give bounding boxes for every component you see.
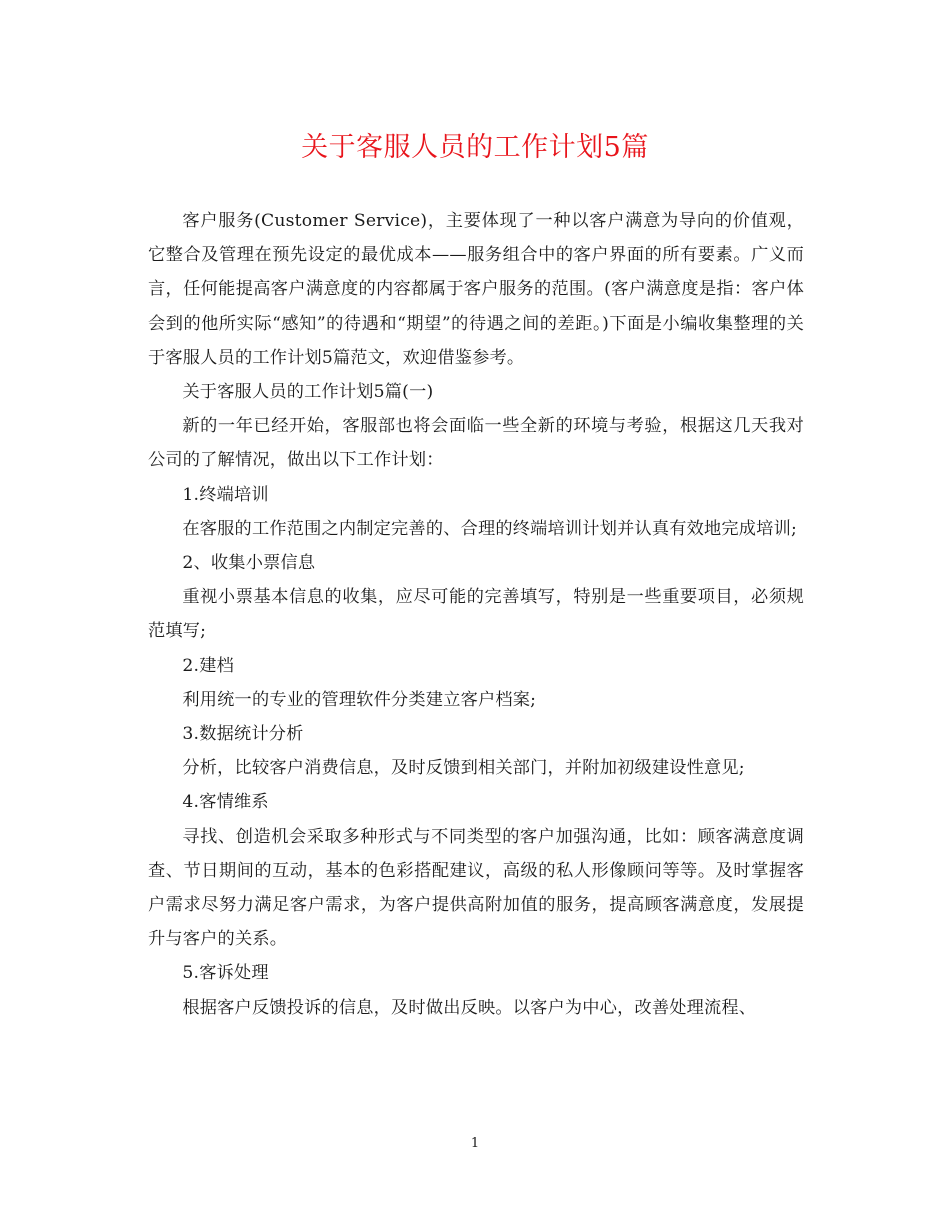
body-paragraph: 寻找、创造机会采取多种形式与不同类型的客户加强沟通，比如：顾客满意度调查、节日期间的互动，基本的色彩搭配建议，高级的私人形像顾问等等。及时掌握客户需求尽努力满足客户需求，为客户提供高附加值的服务，提高顾客满意度，发展提升与客户的关系。 xyxy=(148,826,804,950)
body-paragraph: 重视小票基本信息的收集，应尽可能的完善填写，特别是一些重要项目，必须规范填写; xyxy=(148,587,804,642)
page-number: 1 xyxy=(470,1136,480,1151)
item-heading: 3.数据统计分析 xyxy=(182,724,304,745)
body-paragraph: 新的一年已经开始，客服部也将会面临一些全新的环境与考验，根据这几天我对公司的了解情况，做出以下工作计划： xyxy=(148,416,804,471)
item-heading: 4.客情维系 xyxy=(182,792,269,813)
body-paragraph: 分析，比较客户消费信息，及时反馈到相关部门，并附加初级建设性意见; xyxy=(182,758,745,779)
section-heading: 关于客服人员的工作计划5篇(一) xyxy=(182,382,434,403)
body-paragraph: 根据客户反馈投诉的信息，及时做出反映。以客户为中心，改善处理流程、 xyxy=(182,997,757,1018)
item-heading: 2、收集小票信息 xyxy=(182,553,316,574)
item-heading: 5.客诉处理 xyxy=(182,963,269,984)
body-paragraph: 在客服的工作范围之内制定完善的、合理的终端培训计划并认真有效地完成培训; xyxy=(182,518,797,539)
document-body xyxy=(148,204,804,1025)
body-paragraph: 利用统一的专业的管理软件分类建立客户档案; xyxy=(182,689,537,710)
document-title: 关于客服人员的工作计划5篇 xyxy=(301,132,649,163)
item-heading: 1.终端培训 xyxy=(182,484,269,505)
item-heading: 2.建档 xyxy=(182,655,234,676)
intro-paragraph: 客户服务(Customer Service)，主要体现了一种以客户满意为导向的价值观，它整合及管理在预先设定的最优成本——服务组合中的客户界面的所有要素。广义而言，任何能提高客户满意度的内容都属于客户服务的范围。(客户满意度是指：客户体会到的他所实际“感知”的待遇和“期望”的待遇之间的差距。)下面是小编收集整理的关于客服人员的工作计划5篇范文，欢迎借鉴参考。 xyxy=(148,211,804,368)
